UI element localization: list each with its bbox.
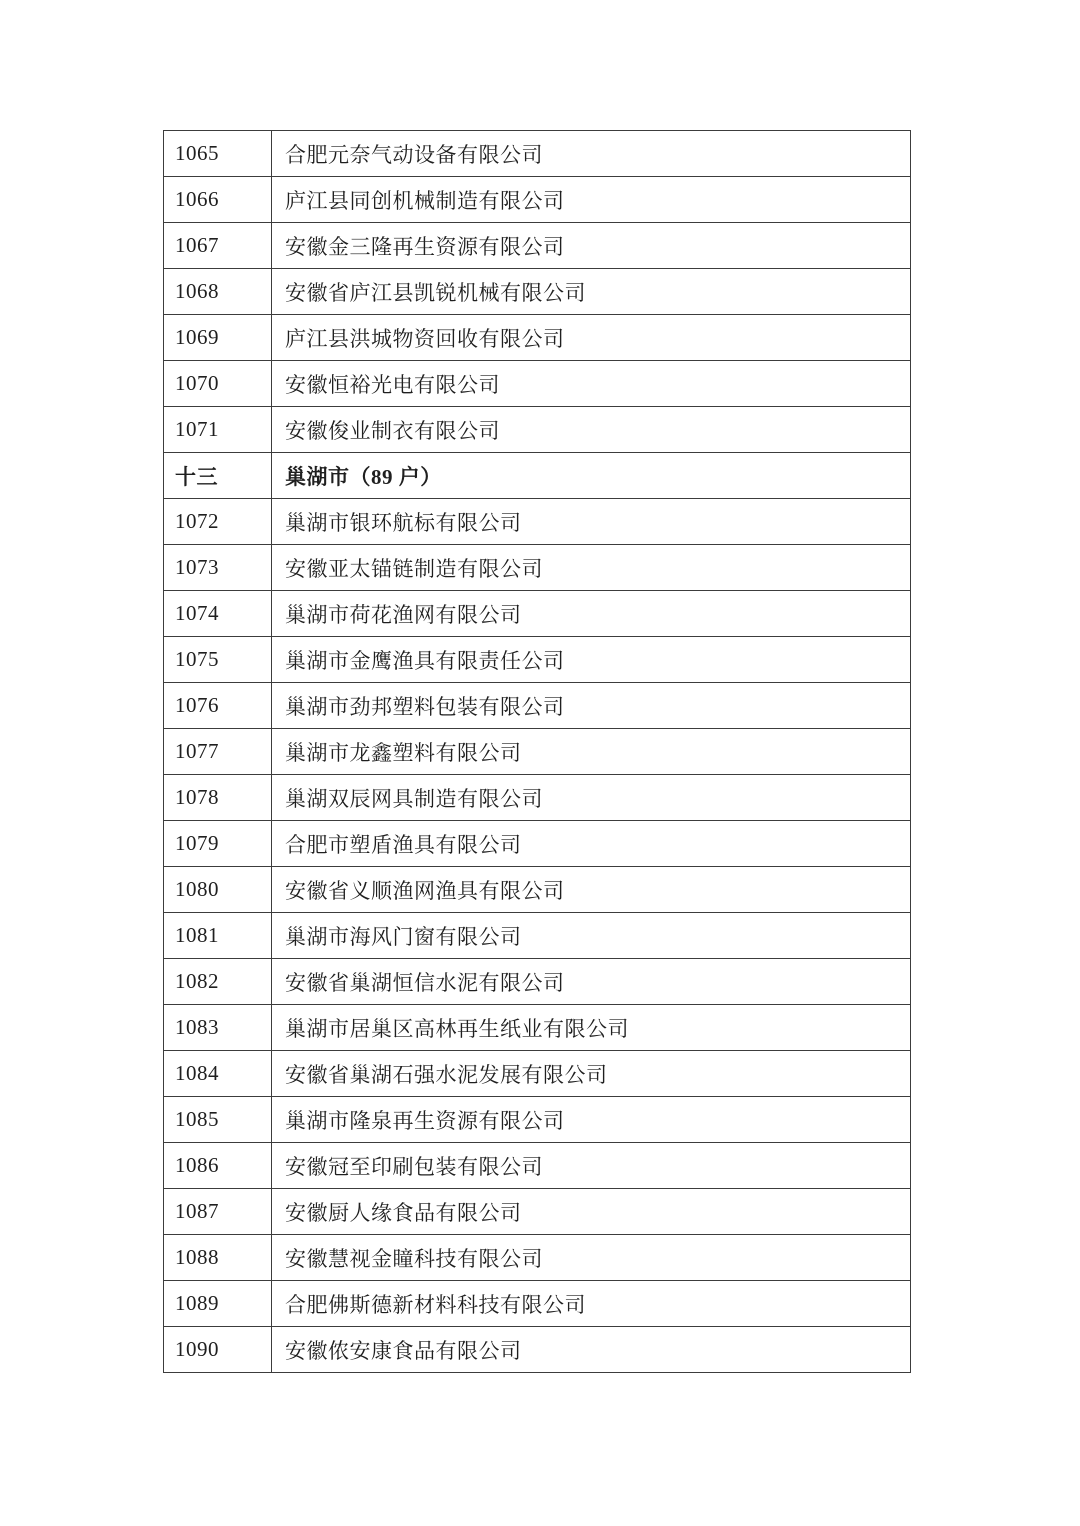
table-row — [164, 1281, 911, 1327]
company-name: 安徽省庐江县凯锐机械有限公司 — [272, 269, 911, 315]
row-number: 1081 — [164, 913, 272, 959]
row-number: 十三 — [164, 453, 272, 499]
row-number: 1066 — [164, 177, 272, 223]
company-name: 安徽省义顺渔网渔具有限公司 — [272, 867, 911, 913]
table-row — [164, 1327, 911, 1373]
company-name: 巢湖市荷花渔网有限公司 — [272, 591, 911, 637]
table-row — [164, 223, 911, 269]
company-name: 安徽省巢湖石强水泥发展有限公司 — [272, 1051, 911, 1097]
row-number: 1083 — [164, 1005, 272, 1051]
row-number: 1069 — [164, 315, 272, 361]
table-row — [164, 1051, 911, 1097]
company-table-body — [164, 131, 911, 1373]
company-name: 巢湖市龙鑫塑料有限公司 — [272, 729, 911, 775]
row-number: 1084 — [164, 1051, 272, 1097]
table-row — [164, 177, 911, 223]
row-number: 1078 — [164, 775, 272, 821]
company-name: 安徽俊业制衣有限公司 — [272, 407, 911, 453]
row-number: 1076 — [164, 683, 272, 729]
table-row — [164, 407, 911, 453]
company-name: 巢湖市银环航标有限公司 — [272, 499, 911, 545]
row-number: 1070 — [164, 361, 272, 407]
table-row — [164, 775, 911, 821]
company-list-table — [163, 130, 911, 1373]
row-number: 1082 — [164, 959, 272, 1005]
table-row — [164, 1005, 911, 1051]
table-row — [164, 1143, 911, 1189]
company-name: 安徽省巢湖恒信水泥有限公司 — [272, 959, 911, 1005]
row-number: 1072 — [164, 499, 272, 545]
row-number: 1074 — [164, 591, 272, 637]
table-row — [164, 1097, 911, 1143]
company-name: 巢湖市居巢区高林再生纸业有限公司 — [272, 1005, 911, 1051]
table-row — [164, 361, 911, 407]
table-row — [164, 867, 911, 913]
table-row — [164, 959, 911, 1005]
row-number: 1077 — [164, 729, 272, 775]
table-row — [164, 729, 911, 775]
company-name: 巢湖市海风门窗有限公司 — [272, 913, 911, 959]
company-name: 合肥佛斯德新材料科技有限公司 — [272, 1281, 911, 1327]
company-name: 安徽厨人缘食品有限公司 — [272, 1189, 911, 1235]
table-row — [164, 131, 911, 177]
row-number: 1080 — [164, 867, 272, 913]
row-number: 1079 — [164, 821, 272, 867]
company-name: 庐江县洪城物资回收有限公司 — [272, 315, 911, 361]
row-number: 1090 — [164, 1327, 272, 1373]
company-name: 巢湖市金鹰渔具有限责任公司 — [272, 637, 911, 683]
row-number: 1088 — [164, 1235, 272, 1281]
table-row — [164, 821, 911, 867]
row-number: 1075 — [164, 637, 272, 683]
company-name: 巢湖市隆泉再生资源有限公司 — [272, 1097, 911, 1143]
row-number: 1073 — [164, 545, 272, 591]
company-name: 安徽冠至印刷包装有限公司 — [272, 1143, 911, 1189]
row-number: 1089 — [164, 1281, 272, 1327]
company-name: 安徽亚太锚链制造有限公司 — [272, 545, 911, 591]
table-row — [164, 637, 911, 683]
company-name: 安徽侬安康食品有限公司 — [272, 1327, 911, 1373]
table-row — [164, 269, 911, 315]
company-name: 合肥市塑盾渔具有限公司 — [272, 821, 911, 867]
row-number: 1086 — [164, 1143, 272, 1189]
company-name: 巢湖市（89 户） — [272, 453, 911, 499]
table-row — [164, 315, 911, 361]
table-row — [164, 453, 911, 499]
row-number: 1087 — [164, 1189, 272, 1235]
table-row — [164, 591, 911, 637]
company-name: 安徽恒裕光电有限公司 — [272, 361, 911, 407]
company-name: 安徽金三隆再生资源有限公司 — [272, 223, 911, 269]
company-name: 合肥元奈气动设备有限公司 — [272, 131, 911, 177]
table-row — [164, 1235, 911, 1281]
row-number: 1085 — [164, 1097, 272, 1143]
row-number: 1071 — [164, 407, 272, 453]
row-number: 1065 — [164, 131, 272, 177]
company-name: 巢湖双辰网具制造有限公司 — [272, 775, 911, 821]
table-row — [164, 683, 911, 729]
row-number: 1068 — [164, 269, 272, 315]
table-row — [164, 1189, 911, 1235]
row-number: 1067 — [164, 223, 272, 269]
table-row — [164, 545, 911, 591]
company-name: 巢湖市劲邦塑料包装有限公司 — [272, 683, 911, 729]
company-name: 安徽慧视金瞳科技有限公司 — [272, 1235, 911, 1281]
table-row — [164, 499, 911, 545]
table-row — [164, 913, 911, 959]
company-name: 庐江县同创机械制造有限公司 — [272, 177, 911, 223]
